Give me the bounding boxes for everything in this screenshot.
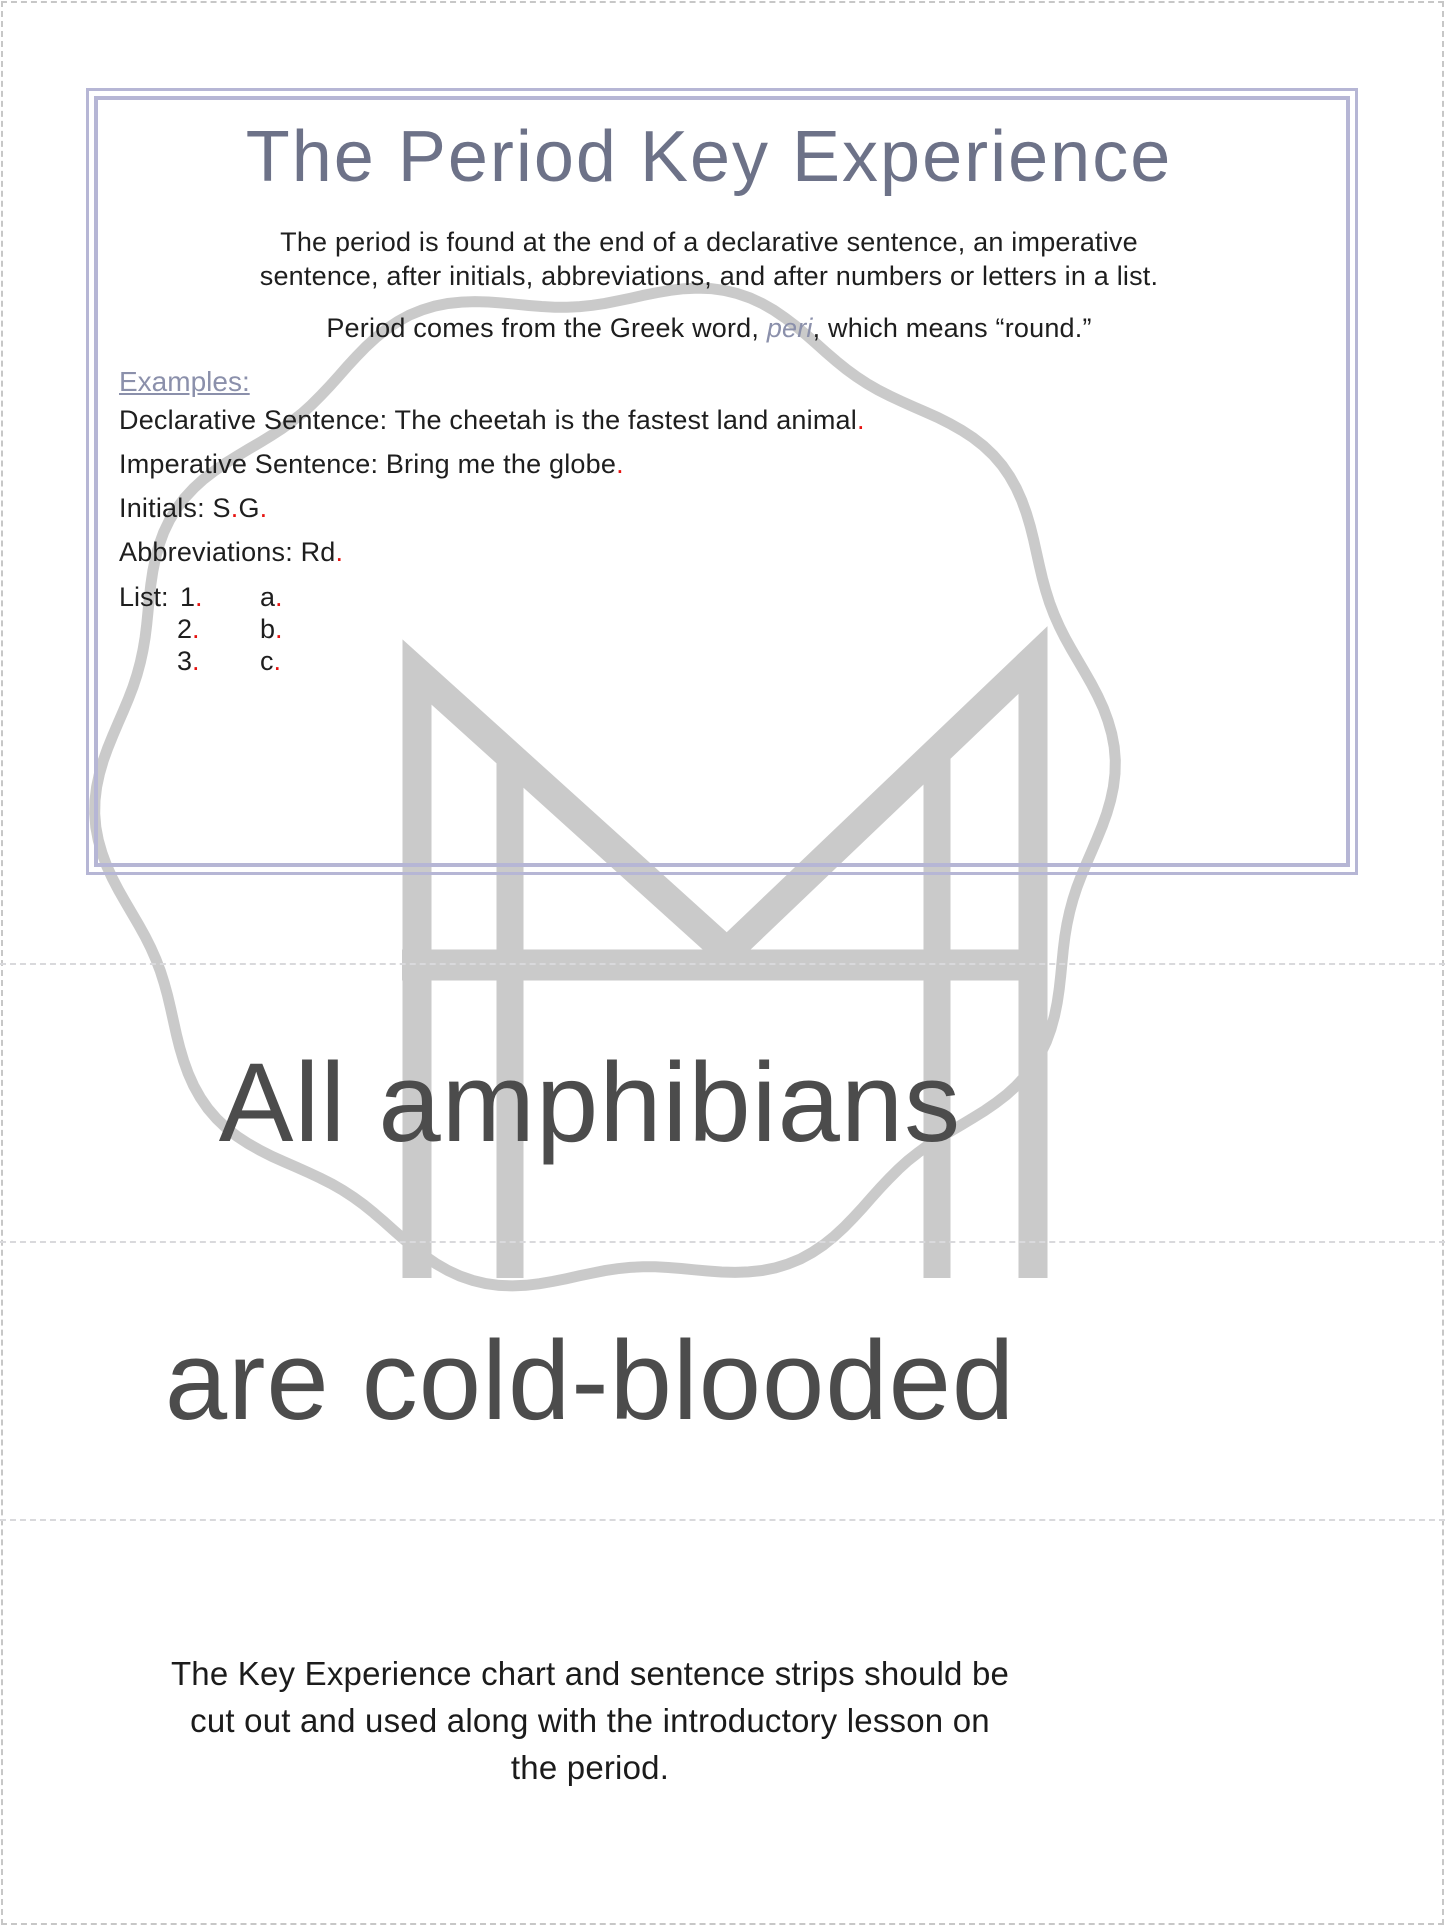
- list-number-1-period: .: [195, 582, 203, 612]
- intro-line-1: The period is found at the end of a declarative sentence, an imperative: [280, 227, 1138, 257]
- example-imperative: [119, 449, 1299, 479]
- cut-guide-line-3: [0, 1519, 1445, 1521]
- imperative-period: .: [616, 449, 624, 479]
- list-number-3-period: .: [192, 646, 200, 676]
- list-number-2: [167, 613, 260, 645]
- list-label-spacer-2: [119, 645, 167, 677]
- list-letter-a: [260, 581, 283, 613]
- list-label-spacer: [119, 613, 167, 645]
- declarative-text: Declarative Sentence: The cheetah is the fastest land animal: [119, 405, 857, 435]
- list-letter-c-period: .: [273, 646, 282, 676]
- footer-line-3: the period.: [510, 1749, 670, 1786]
- sentence-strip-1: All amphibians: [218, 1039, 962, 1165]
- list-letter-b-period: .: [275, 614, 283, 644]
- etymology-paragraph: [119, 311, 1299, 345]
- list-row-3: [119, 645, 1299, 677]
- initials-period-2: .: [259, 493, 268, 523]
- example-list: [119, 581, 1299, 677]
- chart-intro-paragraph: [119, 225, 1299, 293]
- etymology-prefix: Period comes from the Greek word,: [326, 313, 767, 343]
- imperative-text: Imperative Sentence: Bring me the globe: [119, 449, 617, 479]
- list-row-2: [119, 613, 1299, 645]
- list-letter-b-text: b: [260, 614, 276, 644]
- greek-word: peri: [766, 313, 813, 343]
- chart-content: [89, 91, 1355, 677]
- list-number-3: [167, 645, 260, 677]
- list-number-1: [167, 581, 260, 613]
- chart-title: The Period Key Experience: [245, 117, 1173, 197]
- footer-line-2: cut out and used along with the introductory lesson on: [190, 1702, 990, 1739]
- list-letter-c-text: c: [260, 646, 274, 676]
- list-letter-a-period: .: [275, 582, 283, 612]
- list-number-1-text: 1: [180, 582, 196, 612]
- list-letter-a-text: a: [260, 582, 276, 612]
- footer-line-1: The Key Experience chart and sentence strips should be: [170, 1655, 1010, 1692]
- list-letter-b: [260, 613, 283, 645]
- footer-instructions: [95, 1650, 1085, 1791]
- list-letter-c: [260, 645, 281, 677]
- abbreviations-period: .: [335, 537, 344, 567]
- intro-line-2: sentence, after initials, abbreviations, and after numbers or letters in a list.: [259, 261, 1159, 291]
- initials-text-1: Initials: S: [119, 493, 231, 523]
- initials-period-1: .: [230, 493, 239, 523]
- examples-heading: Examples:: [119, 366, 250, 397]
- etymology-suffix: , which means “round.”: [812, 313, 1092, 343]
- abbreviations-text: Abbreviations: Rd: [119, 537, 336, 567]
- example-abbreviations: [119, 537, 1299, 567]
- initials-text-2: G: [238, 493, 260, 523]
- declarative-period: .: [856, 405, 865, 435]
- list-number-2-period: .: [192, 614, 200, 644]
- sentence-strip-2: are cold-blooded: [164, 1317, 1016, 1443]
- list-number-3-text: 3: [177, 646, 193, 676]
- list-number-2-text: 2: [177, 614, 193, 644]
- key-experience-chart: [86, 88, 1358, 875]
- example-initials: [119, 493, 1299, 523]
- example-declarative: [119, 405, 1299, 435]
- list-row-1: [119, 581, 1299, 613]
- list-label: List:: [119, 582, 169, 612]
